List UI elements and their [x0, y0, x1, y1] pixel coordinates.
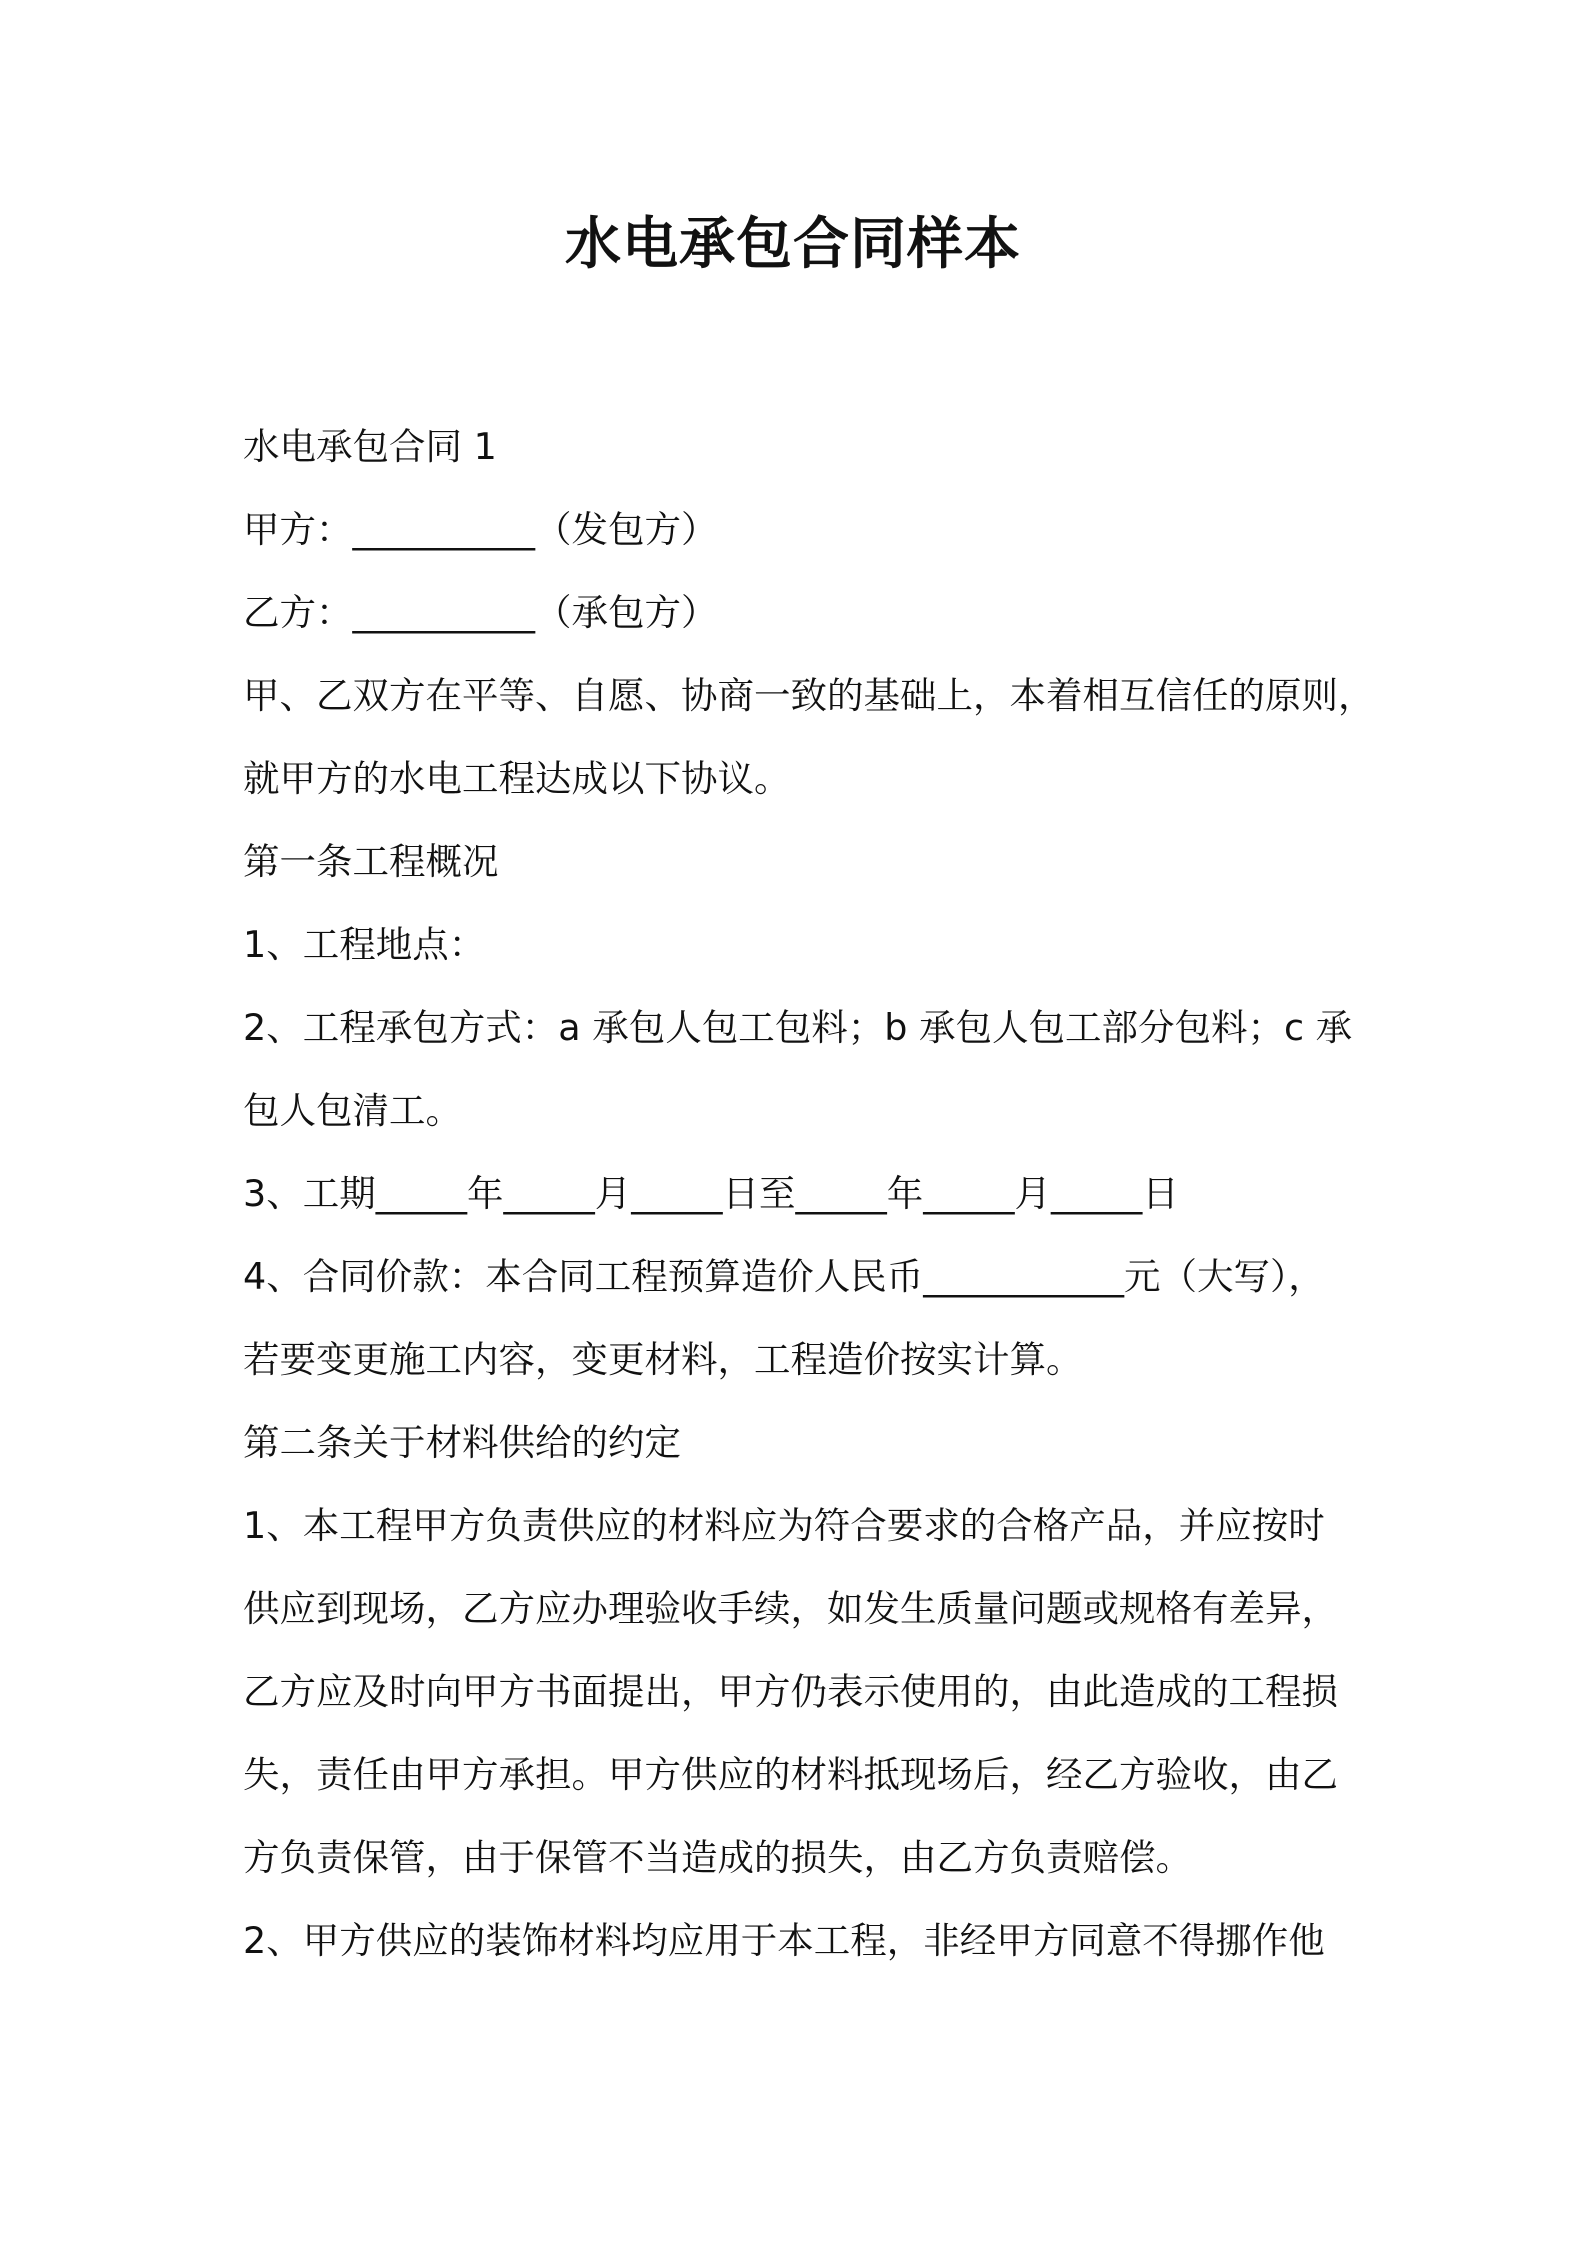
document-body [243, 405, 1375, 1982]
article-heading: 第二条关于材料供给的约定 [243, 1421, 681, 1464]
party-b-line: 乙方：__________（承包方） [243, 591, 718, 634]
clause-line: 1、工程地点： [243, 923, 486, 966]
article-heading: 第一条工程概况 [243, 840, 499, 883]
clause-line: 方负责保管，由于保管不当造成的损失，由乙方负责赔偿。 [243, 1836, 1192, 1879]
clause-line: 2、甲方供应的装饰材料均应用于本工程，非经甲方同意不得挪作他 [243, 1919, 1325, 1962]
document-title: 水电承包合同样本 [565, 212, 1021, 277]
clause-line: 包人包清工。 [243, 1089, 462, 1132]
party-a-line: 甲方：__________（发包方） [243, 508, 718, 551]
clause-line: 乙方应及时向甲方书面提出，甲方仍表示使用的，由此造成的工程损 [243, 1670, 1338, 1713]
contract-heading: 水电承包合同 1 [243, 425, 497, 468]
clause-line: 2、工程承包方式：a 承包人包工包料；b 承包人包工部分包料；c 承 [243, 1006, 1353, 1049]
clause-line: 3、工期_____年_____月_____日至_____年_____月_____日 [243, 1172, 1179, 1215]
clause-line: 4、合同价款：本合同工程预算造价人民币___________元（大写）， [243, 1255, 1325, 1298]
clause-line: 失，责任由甲方承担。甲方供应的材料抵现场后，经乙方验收，由乙 [243, 1753, 1338, 1796]
clause-line: 供应到现场，乙方应办理验收手续，如发生质量问题或规格有差异， [243, 1587, 1338, 1630]
preamble-line: 甲、乙双方在平等、自愿、协商一致的基础上，本着相互信任的原则， [243, 674, 1375, 717]
preamble-line: 就甲方的水电工程达成以下协议。 [243, 757, 791, 800]
clause-line: 1、本工程甲方负责供应的材料应为符合要求的合格产品，并应按时 [243, 1504, 1325, 1547]
clause-line: 若要变更施工内容，变更材料，工程造价按实计算。 [243, 1338, 1083, 1381]
